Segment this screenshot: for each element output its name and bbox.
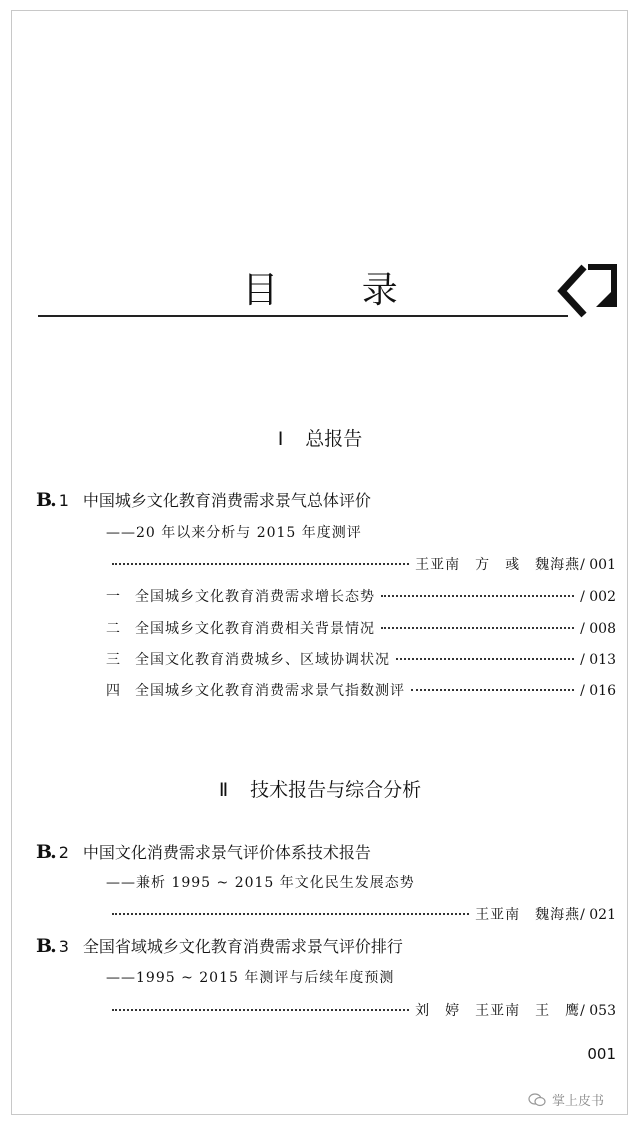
part-numeral: Ⅱ (218, 779, 229, 801)
chat-bubble-icon (528, 1093, 546, 1107)
section-page: / 008 (580, 621, 616, 637)
section-number: 一 (106, 589, 121, 605)
entry-subtitle: ——20 年以来分析与 2015 年度测评 (106, 525, 362, 541)
section-number: 四 (106, 683, 121, 699)
toc-title: 目 录 (242, 270, 434, 311)
entry-title: 中国城乡文化教育消费需求景气总体评价 (82, 491, 371, 510)
dot-leader (381, 627, 574, 629)
dot-leader (112, 913, 469, 915)
entry-number: 1 (58, 491, 69, 510)
dot-leader (411, 689, 574, 691)
toc-entry-b3[interactable]: B. 3 全国省域城乡文化教育消费需求景气评价排行 (36, 935, 403, 957)
dot-leader (112, 563, 409, 565)
entry-number: 2 (58, 843, 69, 862)
section-line[interactable] (106, 586, 616, 606)
page-number: 001 (587, 1045, 616, 1063)
entry-authors: 王亚南 方 彧 魏海燕 (415, 557, 581, 573)
section-page: / 002 (580, 589, 616, 605)
entry-author-line[interactable] (106, 1000, 616, 1020)
watermark-text: 掌上皮书 (552, 1094, 605, 1109)
entry-title: 全国省域城乡文化教育消费需求景气评价排行 (82, 937, 403, 956)
section-number: 二 (106, 621, 121, 637)
section-line[interactable] (106, 618, 616, 638)
entry-subtitle: ——1995 ~ 2015 年测评与后续年度预测 (106, 970, 395, 986)
entry-page: / 021 (580, 907, 616, 923)
part-title: 总报告 (305, 428, 363, 450)
entry-code: B (36, 489, 51, 511)
section-page: / 016 (580, 683, 616, 699)
entry-code: B (36, 841, 51, 863)
entry-code: B (36, 935, 51, 957)
entry-author-line[interactable] (106, 904, 616, 924)
section-title: 全国城乡文化教育消费需求景气指数测评 (135, 683, 405, 699)
entry-author-line[interactable] (106, 554, 616, 574)
entry-number: 3 (58, 937, 69, 956)
entry-page: / 053 (580, 1003, 616, 1019)
section-title: 全国文化教育消费城乡、区域协调状况 (135, 652, 390, 668)
entry-page: / 001 (580, 557, 616, 573)
dot-leader (396, 658, 574, 660)
toc-entry-b2[interactable]: B. 2 中国文化消费需求景气评价体系技术报告 (36, 841, 371, 863)
part-heading-1 (0, 424, 640, 451)
section-title: 全国城乡文化教育消费需求增长态势 (135, 589, 375, 605)
part-heading-2 (0, 775, 640, 802)
entry-authors: 刘 婷 王亚南 王 鹰 (415, 1003, 581, 1019)
dot-leader (381, 595, 574, 597)
section-title: 全国城乡文化教育消费相关背景情况 (135, 621, 375, 637)
watermark (528, 1090, 604, 1109)
section-number: 三 (106, 652, 121, 668)
part-title: 技术报告与综合分析 (250, 779, 422, 801)
section-page: / 013 (580, 652, 616, 668)
entry-subtitle: ——兼析 1995 ~ 2015 年文化民生发展态势 (106, 875, 415, 891)
bracket-logo-icon (556, 263, 620, 319)
section-line[interactable] (106, 649, 616, 669)
toc-entry-b1[interactable]: B. 1 中国城乡文化教育消费需求景气总体评价 (36, 489, 371, 511)
dot-leader (112, 1009, 409, 1011)
part-numeral: Ⅰ (277, 428, 284, 450)
title-rule (38, 315, 568, 317)
entry-title: 中国文化消费需求景气评价体系技术报告 (82, 843, 371, 862)
entry-authors: 王亚南 魏海燕 (475, 907, 581, 923)
section-line[interactable] (106, 680, 616, 700)
